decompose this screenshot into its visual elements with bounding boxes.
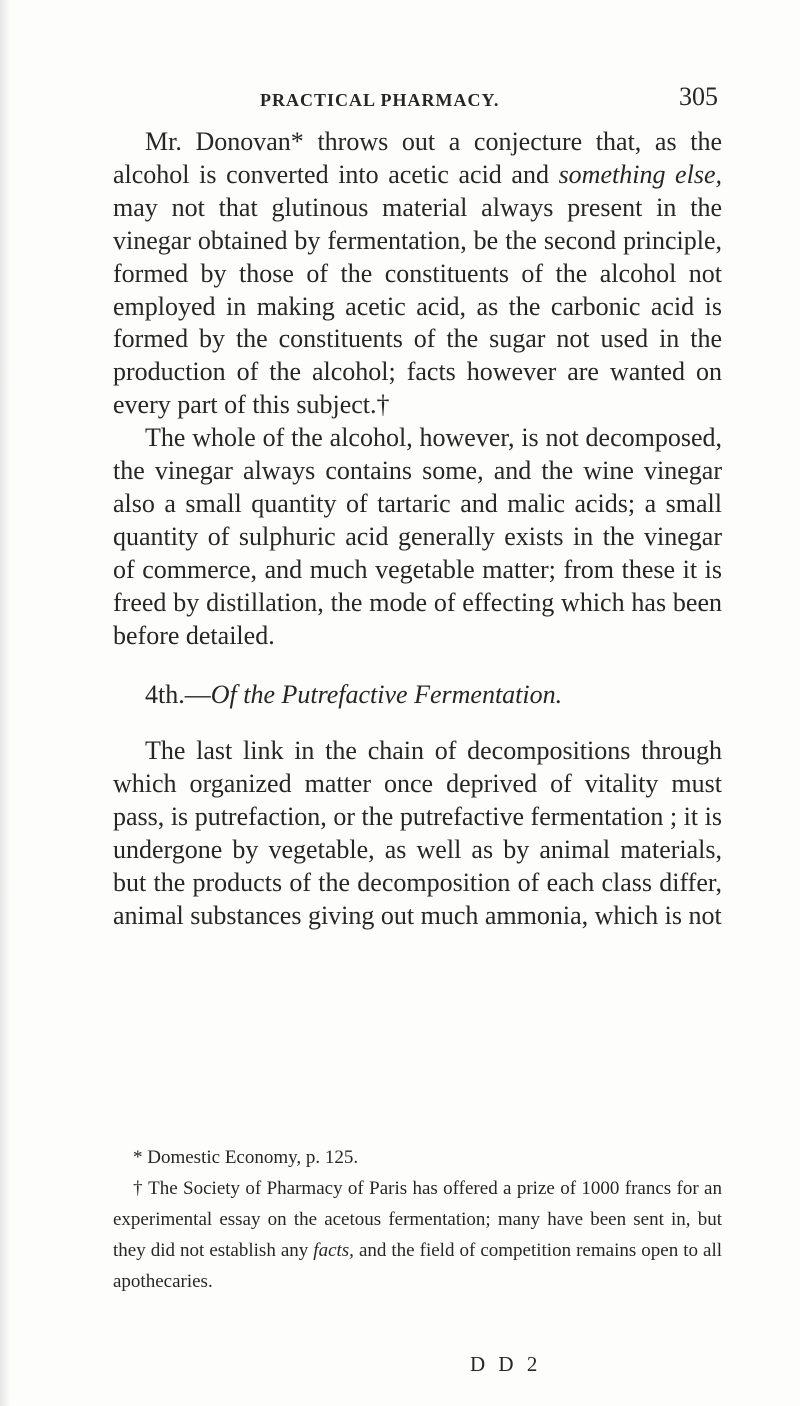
paragraph-1-part-b: may not that glutinous material always present in the vinegar obtained by fermentation, be the second principle, formed by those of the constituents of the alcohol not employed in making acetic acid, as the carbonic acid is formed by the constituents of the sugar not used in the production of the alcohol; facts however are wanted on every part of this subject.†	[113, 192, 722, 420]
footnote-2	[113, 1173, 722, 1297]
paragraph-1-part-a: Mr. Donovan* throws out a conjecture that, as the alcohol is converted into acetic acid and	[113, 127, 722, 189]
footnotes	[113, 1142, 722, 1297]
paragraph-2: The whole of the alcohol, however, is not decomposed, the vinegar always contains some, and the wine vinegar also a small quantity of tartaric and malic acids; a small quantity of sulphuric acid generally exists in the vinegar of commerce, and much vegetable matter; from these it is freed by distillation, the mode of effecting which has been before detailed.	[113, 423, 722, 650]
running-head: PRACTICAL PHARMACY.	[260, 90, 500, 110]
section-heading-title: Of the Putrefactive Fermentation.	[210, 679, 563, 709]
paragraph-1	[113, 126, 722, 422]
section-heading	[113, 679, 722, 712]
paragraph-3: The last link in the chain of decompositions through which organized matter once deprived of vitality must pass, is putrefaction, or the putrefactive fermentation ; it is undergone by vegetable, as well as by animal materials, but the products of the decomposition of each class differ, animal substances giving out much ammonia, which is not	[113, 736, 722, 930]
page-header	[240, 82, 720, 122]
body-text	[113, 126, 722, 933]
page-edge-shadow	[0, 0, 10, 1406]
footnote-2-italic: facts,	[313, 1240, 354, 1261]
paragraph-1-italic: something else,	[558, 159, 722, 189]
footnote-2-part-b: and the field of competition remains open to all apothecaries.	[113, 1240, 722, 1292]
section-heading-prefix: 4th.—	[145, 679, 211, 709]
footnote-1: * Domestic Economy, p. 125.	[133, 1147, 359, 1168]
signature-mark: D D 2	[470, 1352, 542, 1376]
footnote-2-part-a: † The Society of Pharmacy of Paris has offered a prize of 1000 francs for an experimental essay on the acetous fermentation; many have been sent in, but they did not establish any	[113, 1178, 722, 1261]
page-number: 305	[679, 82, 718, 111]
